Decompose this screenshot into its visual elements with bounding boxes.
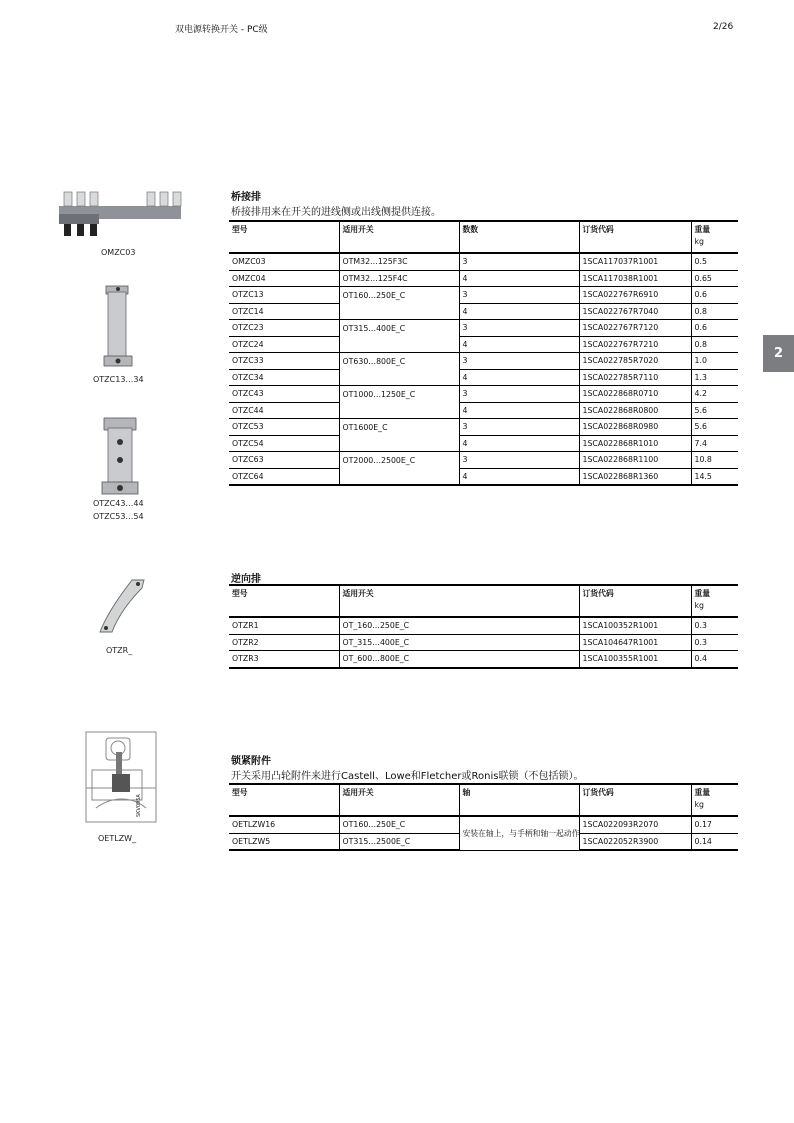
header-weight-unit: kg bbox=[694, 601, 704, 610]
cell-weight: 14.5 bbox=[691, 468, 738, 485]
cell-switch bbox=[339, 468, 459, 485]
cell-model: OTZC24 bbox=[229, 336, 339, 353]
cell-weight: 1.3 bbox=[691, 369, 738, 386]
caption-otzr: OTZR_ bbox=[106, 646, 133, 655]
section-desc-bridge-bar: 桥接排用来在开关的进线侧或出线侧提供连接。 bbox=[231, 207, 441, 218]
cell-order-code: 1SCA022093R2070 bbox=[579, 816, 691, 833]
cell-order-code: 1SCA022868R0800 bbox=[579, 402, 691, 419]
header-weight-label: 重量 bbox=[694, 589, 711, 598]
cell-switch: OT160…250E_C bbox=[339, 287, 459, 304]
table-row bbox=[229, 287, 738, 304]
table-row bbox=[229, 253, 738, 270]
cell-weight: 0.8 bbox=[691, 303, 738, 320]
cell-poles: 3 bbox=[459, 386, 579, 403]
header-weight bbox=[691, 585, 738, 617]
cell-weight: 0.6 bbox=[691, 320, 738, 337]
header-order-code: 订货代码 bbox=[579, 585, 691, 617]
table-row bbox=[229, 402, 738, 419]
cell-weight: 0.3 bbox=[691, 617, 738, 634]
table-header-row bbox=[229, 784, 738, 816]
cell-switch: OT315…400E_C bbox=[339, 320, 459, 337]
cell-switch: OT_160…250E_C bbox=[339, 617, 579, 634]
header-weight bbox=[691, 784, 738, 816]
cell-poles: 4 bbox=[459, 369, 579, 386]
cell-model: OTZR2 bbox=[229, 634, 339, 651]
table-row bbox=[229, 303, 738, 320]
cell-model: OTZC53 bbox=[229, 419, 339, 436]
header-model: 型号 bbox=[229, 221, 339, 253]
table-row bbox=[229, 651, 738, 668]
cell-weight: 5.6 bbox=[691, 402, 738, 419]
cell-poles: 4 bbox=[459, 336, 579, 353]
cell-order-code: 1SCA022767R7040 bbox=[579, 303, 691, 320]
cell-poles: 3 bbox=[459, 320, 579, 337]
cell-switch bbox=[339, 369, 459, 386]
header-poles: 数数 bbox=[459, 221, 579, 253]
cell-switch: OTM32…125F3C bbox=[339, 253, 459, 270]
header-model: 型号 bbox=[229, 585, 339, 617]
cell-switch: OT630…800E_C bbox=[339, 353, 459, 370]
lock-accessory-table bbox=[229, 783, 738, 851]
header-weight-unit: kg bbox=[694, 237, 704, 246]
cell-switch: OT160…250E_C bbox=[339, 816, 459, 833]
caption-otzc53: OTZC53…54 bbox=[93, 512, 144, 521]
cell-weight: 0.14 bbox=[691, 833, 738, 850]
cell-model: OTZR1 bbox=[229, 617, 339, 634]
cell-model: OTZC23 bbox=[229, 320, 339, 337]
cell-weight: 0.65 bbox=[691, 270, 738, 287]
cell-weight: 0.8 bbox=[691, 336, 738, 353]
cell-order-code: 1SCA117038R1001 bbox=[579, 270, 691, 287]
header-weight-label: 重量 bbox=[694, 788, 711, 797]
cell-switch: OT_315…400E_C bbox=[339, 634, 579, 651]
cell-poles: 4 bbox=[459, 435, 579, 452]
cell-poles: 3 bbox=[459, 452, 579, 469]
header-weight-label: 重量 bbox=[694, 225, 711, 234]
cell-model: OMZC03 bbox=[229, 253, 339, 270]
cell-switch bbox=[339, 303, 459, 320]
table-row bbox=[229, 386, 738, 403]
cell-model: OETLZW5 bbox=[229, 833, 339, 850]
cell-poles: 3 bbox=[459, 253, 579, 270]
section-tab: 2 bbox=[763, 335, 794, 372]
cell-model: OTZR3 bbox=[229, 651, 339, 668]
cell-weight: 10.8 bbox=[691, 452, 738, 469]
cell-weight: 0.3 bbox=[691, 634, 738, 651]
cell-switch: OT1600E_C bbox=[339, 419, 459, 436]
table-row bbox=[229, 452, 738, 469]
caption-omzc03: OMZC03 bbox=[101, 248, 136, 257]
lock-accessory-image bbox=[82, 730, 160, 826]
table-row bbox=[229, 617, 738, 634]
table-header-row bbox=[229, 221, 738, 253]
header-switch: 适用开关 bbox=[339, 585, 579, 617]
cell-order-code: 1SCA022767R6910 bbox=[579, 287, 691, 304]
cell-weight: 4.2 bbox=[691, 386, 738, 403]
table-row bbox=[229, 353, 738, 370]
section-title-bridge-bar: 桥接排 bbox=[231, 192, 261, 203]
table-row bbox=[229, 336, 738, 353]
cell-poles: 3 bbox=[459, 353, 579, 370]
cell-model: OMZC04 bbox=[229, 270, 339, 287]
cell-poles: 3 bbox=[459, 419, 579, 436]
cell-switch: OT1000…1250E_C bbox=[339, 386, 459, 403]
cell-switch: OT_600…800E_C bbox=[339, 651, 579, 668]
cell-shaft-note: 安装在轴上，与手柄和轴一起动作 bbox=[459, 816, 579, 850]
cell-model: OTZC14 bbox=[229, 303, 339, 320]
cell-switch: OTM32…125F4C bbox=[339, 270, 459, 287]
header-order-code: 订货代码 bbox=[579, 221, 691, 253]
cell-model: OTZC34 bbox=[229, 369, 339, 386]
cell-poles: 4 bbox=[459, 402, 579, 419]
section-title-lock-accessory: 锁紧附件 bbox=[231, 756, 271, 767]
bridge-bar-table bbox=[229, 220, 738, 486]
caption-otzc43: OTZC43…44 bbox=[93, 499, 144, 508]
cell-order-code: 1SCA022868R1360 bbox=[579, 468, 691, 485]
cell-order-code: 1SCA022868R0710 bbox=[579, 386, 691, 403]
cell-model: OTZC63 bbox=[229, 452, 339, 469]
cell-switch: OT315…2500E_C bbox=[339, 833, 459, 850]
reverse-bar-table bbox=[229, 584, 738, 669]
cell-order-code: 1SCA100355R1001 bbox=[579, 651, 691, 668]
header-switch: 适用开关 bbox=[339, 784, 459, 816]
table-row bbox=[229, 270, 738, 287]
cell-order-code: 1SCA022052R3900 bbox=[579, 833, 691, 850]
table-row bbox=[229, 435, 738, 452]
busbar-omzc03-image bbox=[55, 188, 185, 240]
cell-weight: 0.6 bbox=[691, 287, 738, 304]
header-model: 型号 bbox=[229, 784, 339, 816]
section-title-reverse-bar: 逆向排 bbox=[231, 574, 261, 585]
cell-model: OTZC64 bbox=[229, 468, 339, 485]
cell-model: OTZC54 bbox=[229, 435, 339, 452]
table-row bbox=[229, 468, 738, 485]
table-header-row bbox=[229, 585, 738, 617]
cell-model: OTZC33 bbox=[229, 353, 339, 370]
photo-code-label: SKV095A bbox=[136, 794, 142, 817]
cell-order-code: 1SCA022868R1010 bbox=[579, 435, 691, 452]
cell-order-code: 1SCA022767R7120 bbox=[579, 320, 691, 337]
header-shaft: 轴 bbox=[459, 784, 579, 816]
cell-model: OTZC43 bbox=[229, 386, 339, 403]
cell-order-code: 1SCA022868R1100 bbox=[579, 452, 691, 469]
table-row bbox=[229, 320, 738, 337]
caption-oetlzw: OETLZW_ bbox=[98, 834, 137, 843]
cell-weight: 7.4 bbox=[691, 435, 738, 452]
header-page-number: 2/26 bbox=[713, 22, 734, 32]
cell-poles: 4 bbox=[459, 270, 579, 287]
cell-order-code: 1SCA022785R7020 bbox=[579, 353, 691, 370]
table-row bbox=[229, 634, 738, 651]
cell-switch bbox=[339, 402, 459, 419]
cell-weight: 5.6 bbox=[691, 419, 738, 436]
section-desc-lock-accessory: 开关采用凸轮附件来进行Castell、Lowe和Fletcher或Ronis联锁（不包括锁）。 bbox=[231, 771, 584, 782]
cell-order-code: 1SCA104647R1001 bbox=[579, 634, 691, 651]
cell-switch: OT2000…2500E_C bbox=[339, 452, 459, 469]
header-weight-unit: kg bbox=[694, 800, 704, 809]
cell-model: OTZC13 bbox=[229, 287, 339, 304]
busbar-otzc43-image bbox=[100, 416, 140, 498]
cell-poles: 4 bbox=[459, 303, 579, 320]
cell-weight: 0.17 bbox=[691, 816, 738, 833]
cell-order-code: 1SCA022868R0980 bbox=[579, 419, 691, 436]
cell-model: OETLZW16 bbox=[229, 816, 339, 833]
reverse-bar-image bbox=[92, 576, 152, 642]
table-row bbox=[229, 419, 738, 436]
cell-order-code: 1SCA117037R1001 bbox=[579, 253, 691, 270]
cell-poles: 4 bbox=[459, 468, 579, 485]
table-row bbox=[229, 816, 738, 833]
cell-weight: 0.4 bbox=[691, 651, 738, 668]
header-switch: 适用开关 bbox=[339, 221, 459, 253]
cell-poles: 3 bbox=[459, 287, 579, 304]
cell-weight: 1.0 bbox=[691, 353, 738, 370]
cell-switch bbox=[339, 435, 459, 452]
cell-weight: 0.5 bbox=[691, 253, 738, 270]
table-row bbox=[229, 369, 738, 386]
cell-order-code: 1SCA100352R1001 bbox=[579, 617, 691, 634]
cell-switch bbox=[339, 336, 459, 353]
cell-order-code: 1SCA022767R7210 bbox=[579, 336, 691, 353]
caption-otzc13: OTZC13…34 bbox=[93, 375, 144, 384]
cell-order-code: 1SCA022785R7110 bbox=[579, 369, 691, 386]
cell-model: OTZC44 bbox=[229, 402, 339, 419]
header-order-code: 订货代码 bbox=[579, 784, 691, 816]
busbar-otzc13-image bbox=[100, 284, 136, 370]
header-weight bbox=[691, 221, 738, 253]
header-title: 双电源转换开关 - PC级 bbox=[175, 25, 268, 35]
